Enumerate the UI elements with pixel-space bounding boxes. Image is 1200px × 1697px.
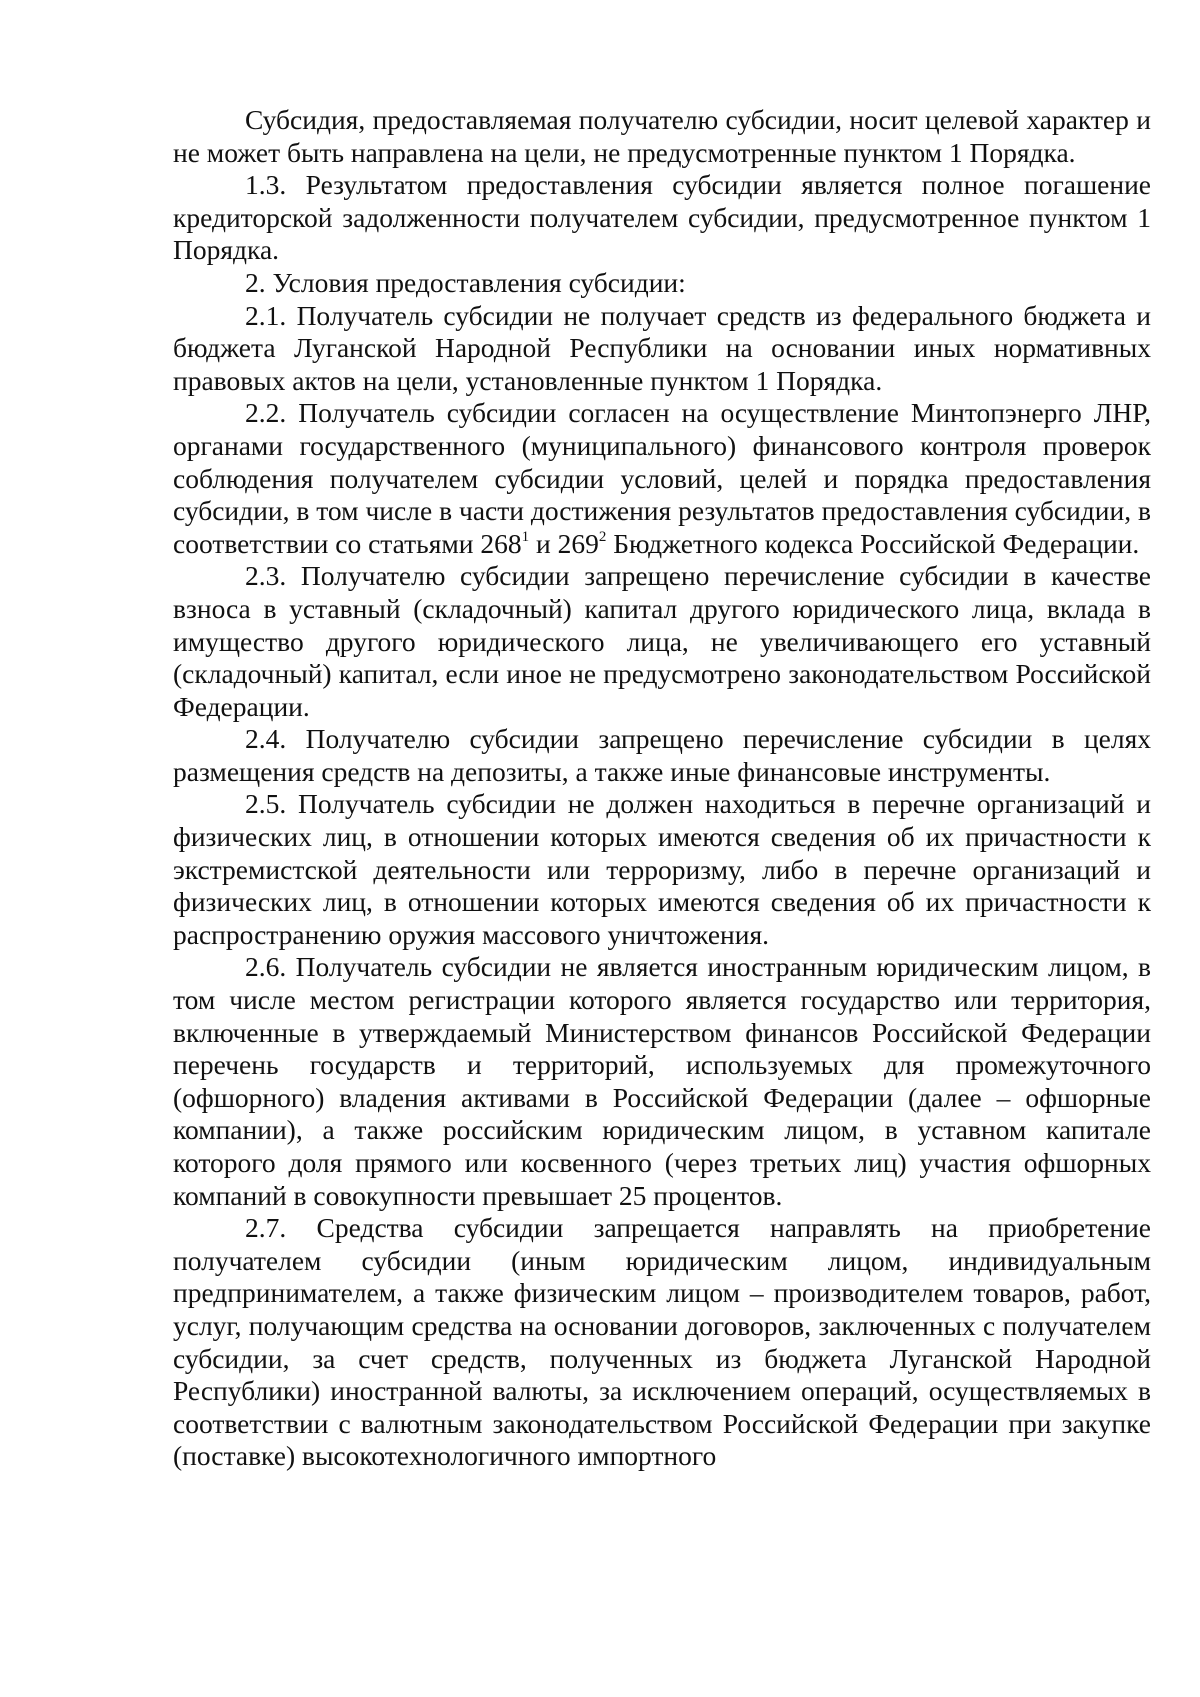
paragraph-text: 2.3. Получателю субсидии запрещено перечисление субсидии в качестве взноса в уставный (складочный) капитал другого юридического лица, вклада в имущество другого юридического лица, не увеличивающего его уставный (складочный) капитал, если иное не предусмотрено законодательством Российской Федерации. xyxy=(173,560,1151,722)
paragraph-text: 2. Условия предоставления субсидии: xyxy=(245,266,686,298)
paragraph-text: 2.6. Получатель субсидии не является иностранным юридическим лицом, в том числе местом регистрации которого является государство или территория, включенные в утверждаемый Министерством финансов Российской Федерации перечень государств и территорий, используемых для промежуточного (офшорного) владения активами в Российской Федерации (далее – офшорные компании), а также российским юридическим лицом, в уставном капитале которого доля прямого или косвенного (через третьих лиц) участия офшорных компаний в совокупности превышает 25 процентов. xyxy=(173,951,1151,1211)
paragraph-p2-1 xyxy=(173,300,1151,398)
document-page xyxy=(173,104,1151,1473)
paragraph-text: 2.1. Получатель субсидии не получает средств из федерального бюджета и бюджета Луганской Народной Республики на основании иных нормативных правовых актов на цели, установленные пунктом 1 Порядка. xyxy=(173,299,1151,396)
paragraph-intro xyxy=(173,104,1151,169)
paragraph-text: Субсидия, предоставляемая получателю субсидии, носит целевой характер и не может быть направлена на цели, не предусмотренные пунктом 1 Порядка. xyxy=(173,104,1151,168)
paragraph-text: 2.5. Получатель субсидии не должен находиться в перечне организаций и физических лиц, в отношении которых имеются сведения об их причастности к экстремистской деятельности или терроризму, либо в перечне организаций и физических лиц, в отношении которых имеются сведения об их причастности к распространению оружия массового уничтожения. xyxy=(173,788,1151,950)
paragraph-text: 1.3. Результатом предоставления субсидии является полное погашение кредиторской задолженности получателем субсидии, предусмотренное пунктом 1 Порядка. xyxy=(173,169,1151,266)
paragraph-p2-6 xyxy=(173,951,1151,1212)
paragraph-p2-3 xyxy=(173,560,1151,723)
paragraph-p2-4 xyxy=(173,723,1151,788)
superscript: 2 xyxy=(598,528,607,545)
paragraph-text: и 269 xyxy=(529,527,599,559)
paragraph-p1-3 xyxy=(173,169,1151,267)
paragraph-p2 xyxy=(173,267,1151,300)
paragraph-p2-7 xyxy=(173,1212,1151,1473)
paragraph-p2-5 xyxy=(173,788,1151,951)
paragraph-text: 2.2. Получатель субсидии согласен на осуществление Минтопэнерго ЛНР, органами государственного (муниципального) финансового контроля проверок соблюдения получателем субсидии условий, целей и порядка предоставления субсидии, в том числе в части достижения результатов предоставления субсидии, в соответствии со статьями 268 xyxy=(173,397,1151,559)
paragraph-text: 2.4. Получателю субсидии запрещено перечисление субсидии в целях размещения средств на депозиты, а также иные финансовые инструменты. xyxy=(173,723,1151,787)
paragraph-text: 2.7. Средства субсидии запрещается направлять на приобретение получателем субсидии (иным юридическим лицом, индивидуальным предпринимателем, а также физическим лицом – производителем товаров, работ, услуг, получающим средства на основании договоров, заключенных с получателем субсидии, за счет средств, полученных из бюджета Луганской Народной Республики) иностранной валюты, за исключением операций, осуществляемых в соответствии с валютным законодательством Российской Федерации при закупке (поставке) высокотехнологичного импортного xyxy=(173,1212,1151,1472)
paragraph-text: Бюджетного кодекса Российской Федерации. xyxy=(606,527,1140,559)
superscript: 1 xyxy=(521,528,530,545)
paragraph-p2-2 xyxy=(173,397,1151,560)
